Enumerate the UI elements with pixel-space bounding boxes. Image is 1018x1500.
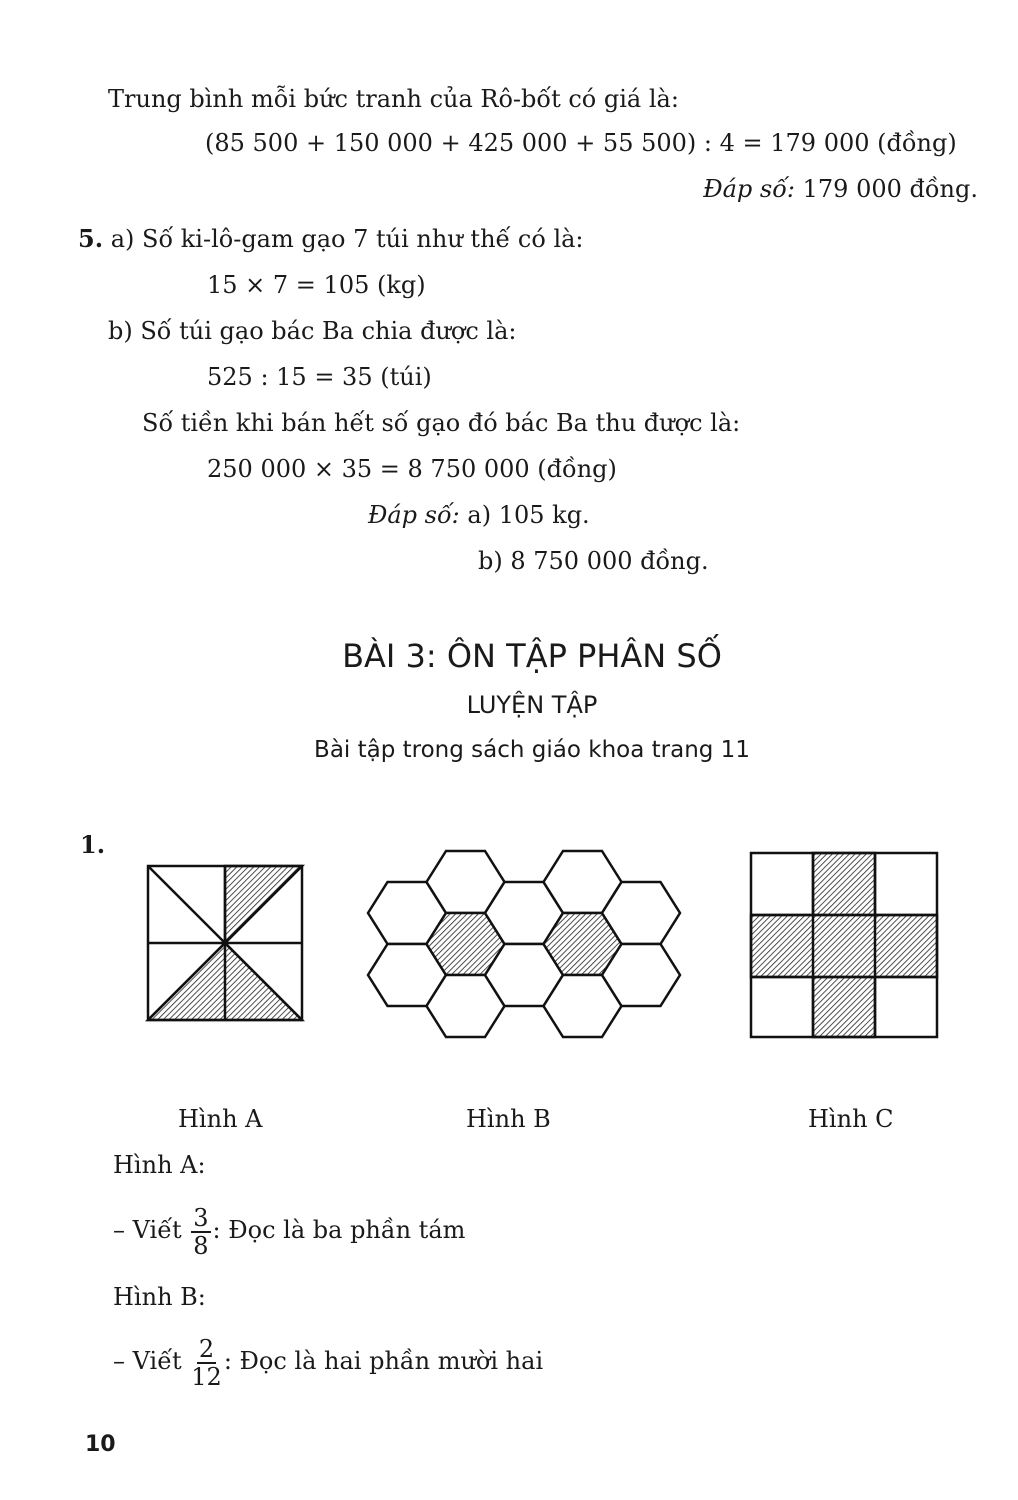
problem5-a-calc: 15 × 7 = 105 (kg) <box>207 271 426 299</box>
problem5-b-calc: 525 : 15 = 35 (túi) <box>207 363 432 391</box>
answer-label: Đáp số: <box>368 501 460 529</box>
prefix: – Viết <box>113 1347 182 1375</box>
shaded-part <box>751 915 937 977</box>
answer-value: 179 000 đồng. <box>802 175 978 203</box>
figure-a-label: Hình A <box>178 1105 263 1133</box>
problem4-calc: (85 500 + 150 000 + 425 000 + 55 500) : 4 = 179 000 (đồng) <box>205 129 957 157</box>
problem5-b-calc2: 250 000 × 35 = 8 750 000 (đồng) <box>207 455 617 483</box>
denominator: 12 <box>191 1362 222 1391</box>
problem5-answer-b: b) 8 750 000 đồng. <box>478 547 709 575</box>
lesson-subtitle: LUYỆN TẬP <box>466 691 598 719</box>
problem5-b-text2: Số tiền khi bán hết số gạo đó bác Ba thu được là: <box>142 409 741 437</box>
answer-label: Đáp số: <box>703 175 795 203</box>
prefix: – Viết <box>113 1216 182 1244</box>
figure-a-heading: Hình A: <box>113 1151 206 1179</box>
figure-b-heading: Hình B: <box>113 1283 206 1311</box>
figure-b <box>368 851 680 1037</box>
reading: : Đọc là hai phần mười hai <box>223 1347 544 1375</box>
figure-a <box>148 866 302 1020</box>
figure-b-fraction-line <box>113 1331 543 1391</box>
exercise-number: 1. <box>80 830 106 859</box>
answer-a: a) 105 kg. <box>467 501 590 529</box>
figure-c <box>751 853 937 1037</box>
page-number: 10 <box>85 1432 116 1457</box>
lesson-source: Bài tập trong sách giáo khoa trang 11 <box>314 737 750 763</box>
denominator: 8 <box>193 1231 209 1260</box>
problem4-intro: Trung bình mỗi bức tranh của Rô-bốt có giá là: <box>108 85 679 113</box>
figure-c-label: Hình C <box>808 1105 894 1133</box>
fraction <box>191 1205 210 1259</box>
figure-b-label: Hình B <box>466 1105 551 1133</box>
reading: : Đọc là ba phần tám <box>212 1216 466 1244</box>
figure-a-fraction-line <box>113 1200 465 1260</box>
problem-number: 5. <box>78 224 104 253</box>
problem5-a-text: a) Số ki-lô-gam gạo 7 túi như thế có là: <box>110 225 584 253</box>
problem5-b-text: b) Số túi gạo bác Ba chia được là: <box>108 317 517 345</box>
numerator: 2 <box>198 1334 215 1363</box>
fraction <box>191 1336 222 1390</box>
numerator: 3 <box>193 1203 209 1232</box>
lesson-title: BÀI 3: ÔN TẬP PHÂN SỐ <box>342 637 722 675</box>
